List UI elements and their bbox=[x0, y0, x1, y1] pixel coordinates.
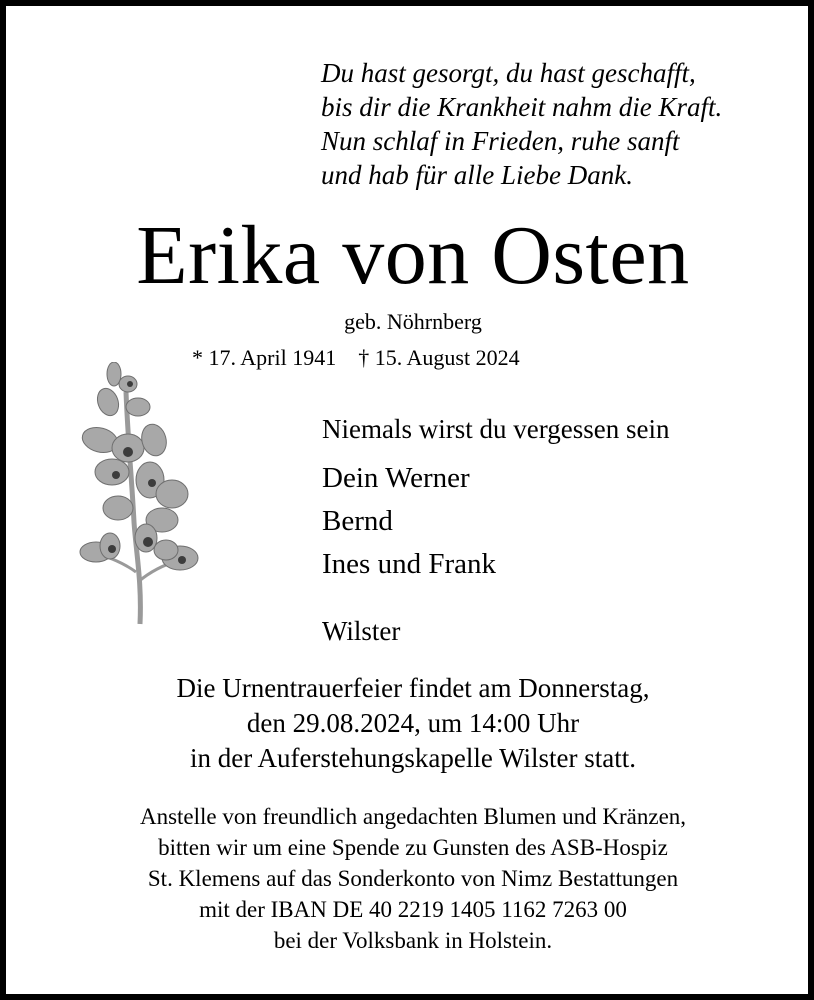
mourner-list bbox=[322, 457, 496, 586]
service-line: den 29.08.2024, um 14:00 Uhr bbox=[246, 708, 580, 738]
mourner-name: Bernd bbox=[322, 505, 393, 537]
donation-line: mit der IBAN DE 40 2219 1405 1162 7263 00 bbox=[199, 897, 627, 922]
donation-line: Anstelle von freundlich angedachten Blumen und Kränzen, bbox=[139, 804, 687, 829]
donation-line: bei der Volksbank in Holstein. bbox=[273, 928, 553, 953]
death-date: † 15. August 2024 bbox=[358, 345, 520, 370]
place-name: Wilster bbox=[322, 616, 401, 646]
poem-line: Nun schlaf in Frieden, ruhe sanft bbox=[321, 126, 680, 156]
poem bbox=[321, 56, 722, 192]
poem-line: Du hast gesorgt, du hast geschafft, bbox=[321, 58, 696, 88]
service-line: in der Auferstehungskapelle Wilster statt. bbox=[189, 743, 637, 773]
donation-notice bbox=[6, 801, 814, 956]
service-line: Die Urnentrauerfeier findet am Donnerstag, bbox=[176, 673, 650, 703]
poem-line: und hab für alle Liebe Dank. bbox=[321, 160, 633, 190]
mourner-name: Ines und Frank bbox=[322, 548, 496, 580]
deceased-name: Erika von Osten bbox=[136, 209, 690, 302]
service-notice bbox=[6, 671, 814, 776]
mourner-name: Dein Werner bbox=[322, 462, 470, 494]
birth-date: * 17. April 1941 bbox=[192, 345, 337, 370]
donation-line: St. Klemens auf das Sonderkonto von Nimz Bestattungen bbox=[147, 866, 679, 891]
life-dates bbox=[192, 344, 542, 372]
donation-line: bitten wir um eine Spende zu Gunsten des ASB-Hospiz bbox=[158, 835, 668, 860]
orchid-branch-image bbox=[70, 362, 220, 627]
maiden-name: geb. Nöhrnberg bbox=[344, 309, 482, 334]
remembrance-line: Niemals wirst du vergessen sein bbox=[322, 414, 670, 444]
poem-line: bis dir die Krankheit nahm die Kraft. bbox=[321, 92, 723, 122]
